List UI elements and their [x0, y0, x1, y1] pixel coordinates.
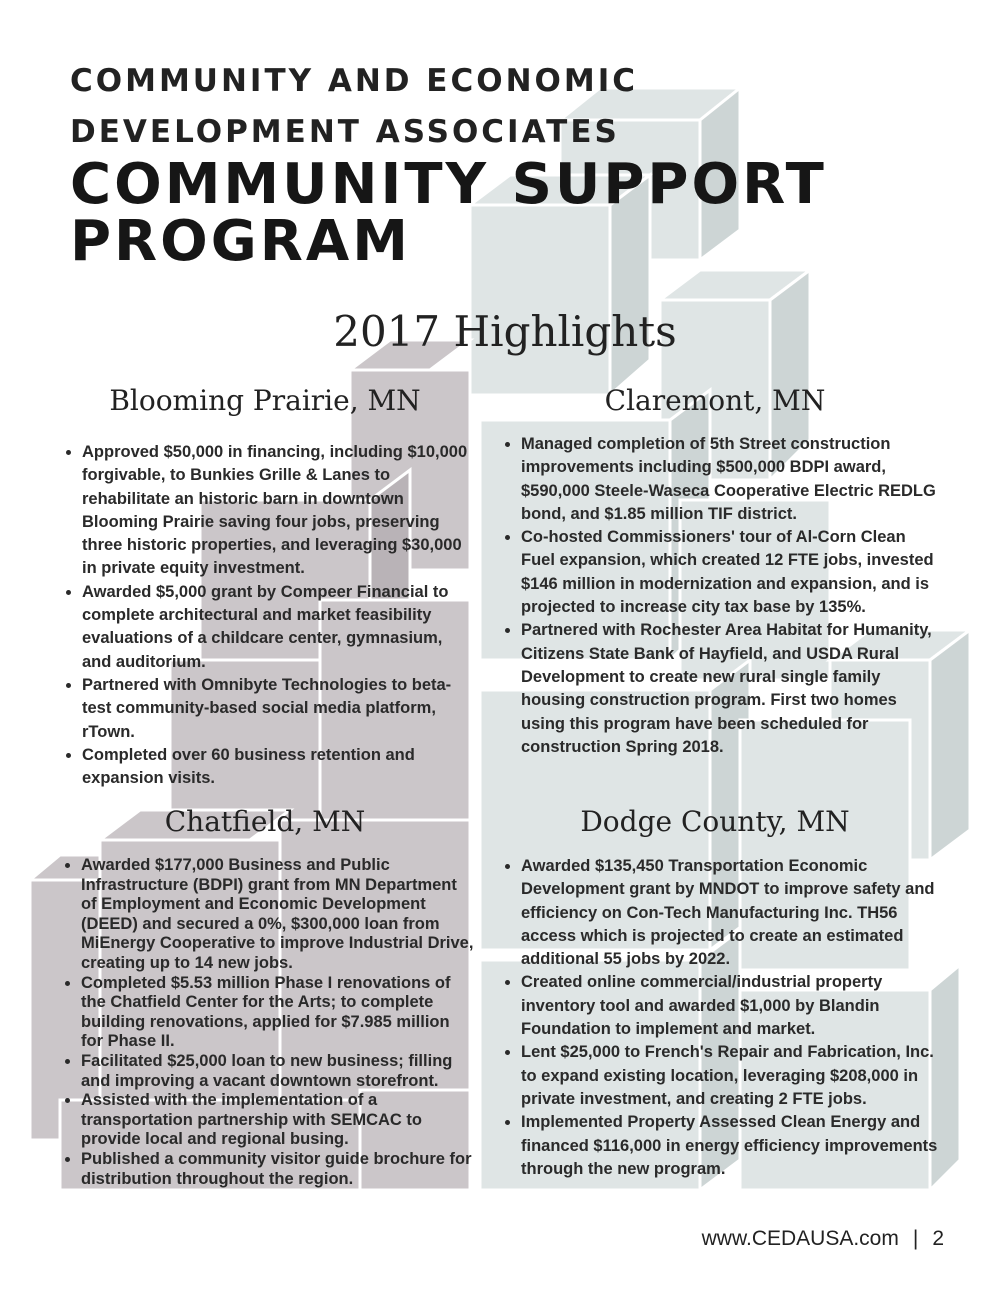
list-item: • Partnered with Rochester Area Habitat for Humanity, Citizens State Bank of Hayfield, and USDA Rural Development to create new rural single family housing construction program. First two homes using this program have been scheduled for construction Spring 2018.	[521, 619, 941, 759]
section-title-claremont: Claremont, MN	[604, 384, 826, 417]
page-title-line-2: PROGRAM	[70, 209, 411, 274]
claremont-list	[499, 433, 941, 759]
website-link[interactable]: www.CEDAUSA.com	[701, 1227, 899, 1250]
footer-separator: |	[912, 1227, 919, 1250]
list-item: • Awarded $5,000 grant by Compeer Financial to complete architectural and market feasibility evaluations of a childcare center, gymnasium, and auditorium.	[82, 581, 474, 674]
section-title-dodge-county: Dodge County, MN	[580, 805, 850, 838]
list-item: • Completed over 60 business retention and expansion visits.	[82, 744, 474, 791]
list-item: • Approved $50,000 in financing, including $10,000 forgivable, to Bunkies Grille & Lanes to rehabilitate an historic barn in downtown Blooming Prairie saving four jobs, preserving three historic properties, and leveraging $30,000 in private equity investment.	[82, 441, 474, 581]
list-item: • Managed completion of 5th Street construction improvements including $500,000 BDPI award, $590,000 Steele-Waseca Cooperative Electric REDLG bond, and $1.85 million TIF district.	[521, 433, 941, 526]
chatfield-list	[59, 856, 476, 1189]
list-item: • Published a community visitor guide brochure for distribution throughout the region.	[81, 1150, 476, 1189]
page-footer	[702, 1227, 944, 1251]
list-item: • Co-hosted Commissioners' tour of Al-Corn Clean Fuel expansion, which created 12 FTE jobs, invested $146 million in modernization and expansion, and is projected to increase city tax base by 135%.	[521, 526, 941, 619]
dodge-county-list	[499, 855, 946, 1181]
list-item: • Completed $5.53 million Phase I renovations of the Chatfield Center for the Arts; to complete building renovations, applied for $7.985 million for Phase II.	[81, 974, 476, 1052]
blooming-prairie-list	[60, 441, 474, 790]
page-title	[70, 152, 930, 274]
list-item: • Created online commercial/industrial property inventory tool and awarded $1,000 by Blandin Foundation to implement and market.	[521, 971, 946, 1041]
page-number: 2	[932, 1227, 944, 1250]
list-item: • Awarded $135,450 Transportation Economic Development grant by MNDOT to improve safety and efficiency on Con-Tech Manufacturing Inc. TH56 access which is projected to create an estimated additional 55 jobs by 2022.	[521, 855, 946, 971]
page-title-line-1: COMMUNITY SUPPORT	[70, 152, 827, 217]
organization-name-line-1: COMMUNITY AND ECONOMIC	[70, 63, 639, 99]
organization-name-line-2: DEVELOPMENT ASSOCIATES	[70, 114, 620, 150]
list-item: • Assisted with the implementation of a transportation partnership with SEMCAC to provide local and regional busing.	[81, 1091, 476, 1150]
section-title-blooming-prairie: Blooming Prairie, MN	[109, 384, 421, 417]
highlights-heading: 2017 Highlights	[333, 307, 677, 356]
list-item: • Facilitated $25,000 loan to new business; filling and improving a vacant downtown storefront.	[81, 1052, 476, 1091]
list-item: • Awarded $177,000 Business and Public Infrastructure (BDPI) grant from MN Department of Employment and Economic Development (DEED) and secured a 0%, $300,000 loan from MiEnergy Cooperative to improve Industrial Drive, creating up to 14 new jobs.	[81, 856, 476, 974]
section-title-chatfield: Chatfield, MN	[164, 805, 366, 838]
list-item: • Implemented Property Assessed Clean Energy and financed $116,000 in energy efficiency improvements through the new program.	[521, 1111, 946, 1181]
list-item: • Partnered with Omnibyte Technologies to beta-test community-based social media platform, rTown.	[82, 674, 474, 744]
list-item: • Lent $25,000 to French's Repair and Fabrication, Inc. to expand existing location, leveraging $208,000 in private investment, and creating 2 FTE jobs.	[521, 1041, 946, 1111]
organization-name	[70, 56, 870, 158]
